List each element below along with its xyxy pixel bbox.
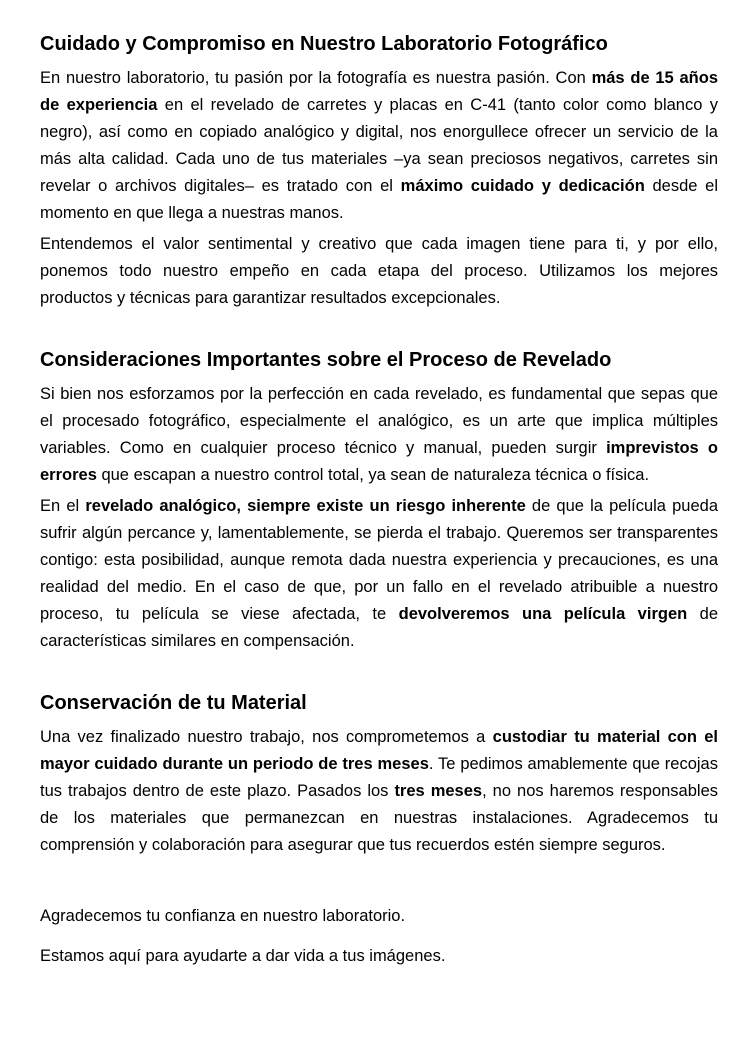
text-run: de características similares en compensación. bbox=[40, 605, 718, 650]
bold-text-run: revelado analógico, siempre existe un riesgo inherente bbox=[85, 497, 526, 515]
text-run: Consideraciones Importantes sobre el Proceso de Revelado bbox=[40, 349, 612, 371]
heading-consideraciones-revelado bbox=[40, 348, 718, 373]
bold-text-run: más de 15 años de experiencia bbox=[40, 69, 718, 114]
text-run: de que la película pueda sufrir algún percance y, lamentablemente, se pierda el trabajo. Queremos ser transparentes contigo: esta posibilidad, aunque remota dada nuestra experiencia y precauciones, es una realidad del medio. En el caso de que, por un fallo en el revelado atribuible a nuestro proceso, tu película se viese afectada, te bbox=[40, 497, 718, 623]
closing-dar-vida bbox=[40, 943, 718, 970]
bold-text-run: tres meses bbox=[394, 782, 483, 800]
bold-text-run: imprevistos o errores bbox=[40, 439, 718, 484]
bold-text-run: devolveremos una película virgen bbox=[398, 605, 688, 623]
paragraph-pasion-experiencia bbox=[40, 65, 718, 227]
text-run: Agradecemos tu confianza en nuestro laboratorio. bbox=[40, 907, 406, 925]
text-run: Si bien nos esforzamos por la perfección en cada revelado, es fundamental que sepas que el procesado fotográfico, especialmente el analógico, es un arte que implica múltiples variables. Como en cualquier proceso técnico y manual, pueden surgir bbox=[40, 385, 718, 457]
paragraph-riesgo-inherente bbox=[40, 493, 718, 655]
bold-text-run: custodiar tu material con el mayor cuidado durante un periodo de tres meses bbox=[40, 728, 718, 773]
paragraph-perfeccion-variables bbox=[40, 381, 718, 489]
heading-conservacion-material bbox=[40, 691, 718, 716]
text-run: . Te pedimos amablemente que recojas tus trabajos dentro de este plazo. Pasados los bbox=[40, 755, 718, 800]
paragraph-valor-sentimental bbox=[40, 231, 718, 312]
text-run: En el bbox=[40, 497, 86, 515]
bold-text-run: máximo cuidado y dedicación bbox=[400, 177, 645, 195]
closing-confianza bbox=[40, 903, 718, 930]
text-run: Cuidado y Compromiso en Nuestro Laboratorio Fotográfico bbox=[40, 33, 608, 55]
text-run: en el revelado de carretes y placas en C-41 (tanto color como blanco y negro), así como en copiado analógico y digital, nos enorgullece ofrecer un servicio de la más alta calidad. Cada uno de tus materiales –ya sean preciosos negativos, carretes sin revelar o archivos digitales– es tratado con el bbox=[40, 96, 718, 195]
text-run: Una vez finalizado nuestro trabajo, nos comprometemos a bbox=[40, 728, 493, 746]
text-run: que escapan a nuestro control total, ya sean de naturaleza técnica o física. bbox=[96, 466, 650, 484]
text-run: En nuestro laboratorio, tu pasión por la fotografía es nuestra pasión. Con bbox=[40, 69, 592, 87]
text-run: Conservación de tu Material bbox=[40, 692, 307, 714]
text-run: Estamos aquí para ayudarte a dar vida a tus imágenes. bbox=[40, 947, 446, 965]
text-run: desde el momento en que llega a nuestras manos. bbox=[40, 177, 718, 222]
text-run: , no nos haremos responsables de los materiales que permanezcan en nuestras instalaciones. Agradecemos tu comprensión y colaboración para asegurar que tus recuerdos estén siempre seguros. bbox=[40, 782, 719, 854]
text-run: Entendemos el valor sentimental y creativo que cada imagen tiene para ti, y por ello, ponemos todo nuestro empeño en cada etapa del proceso. Utilizamos los mejores productos y técnicas para garantizar resultados excepcionales. bbox=[40, 235, 718, 307]
paragraph-custodia-tres-meses bbox=[40, 724, 718, 859]
heading-cuidado-compromiso bbox=[40, 32, 718, 57]
